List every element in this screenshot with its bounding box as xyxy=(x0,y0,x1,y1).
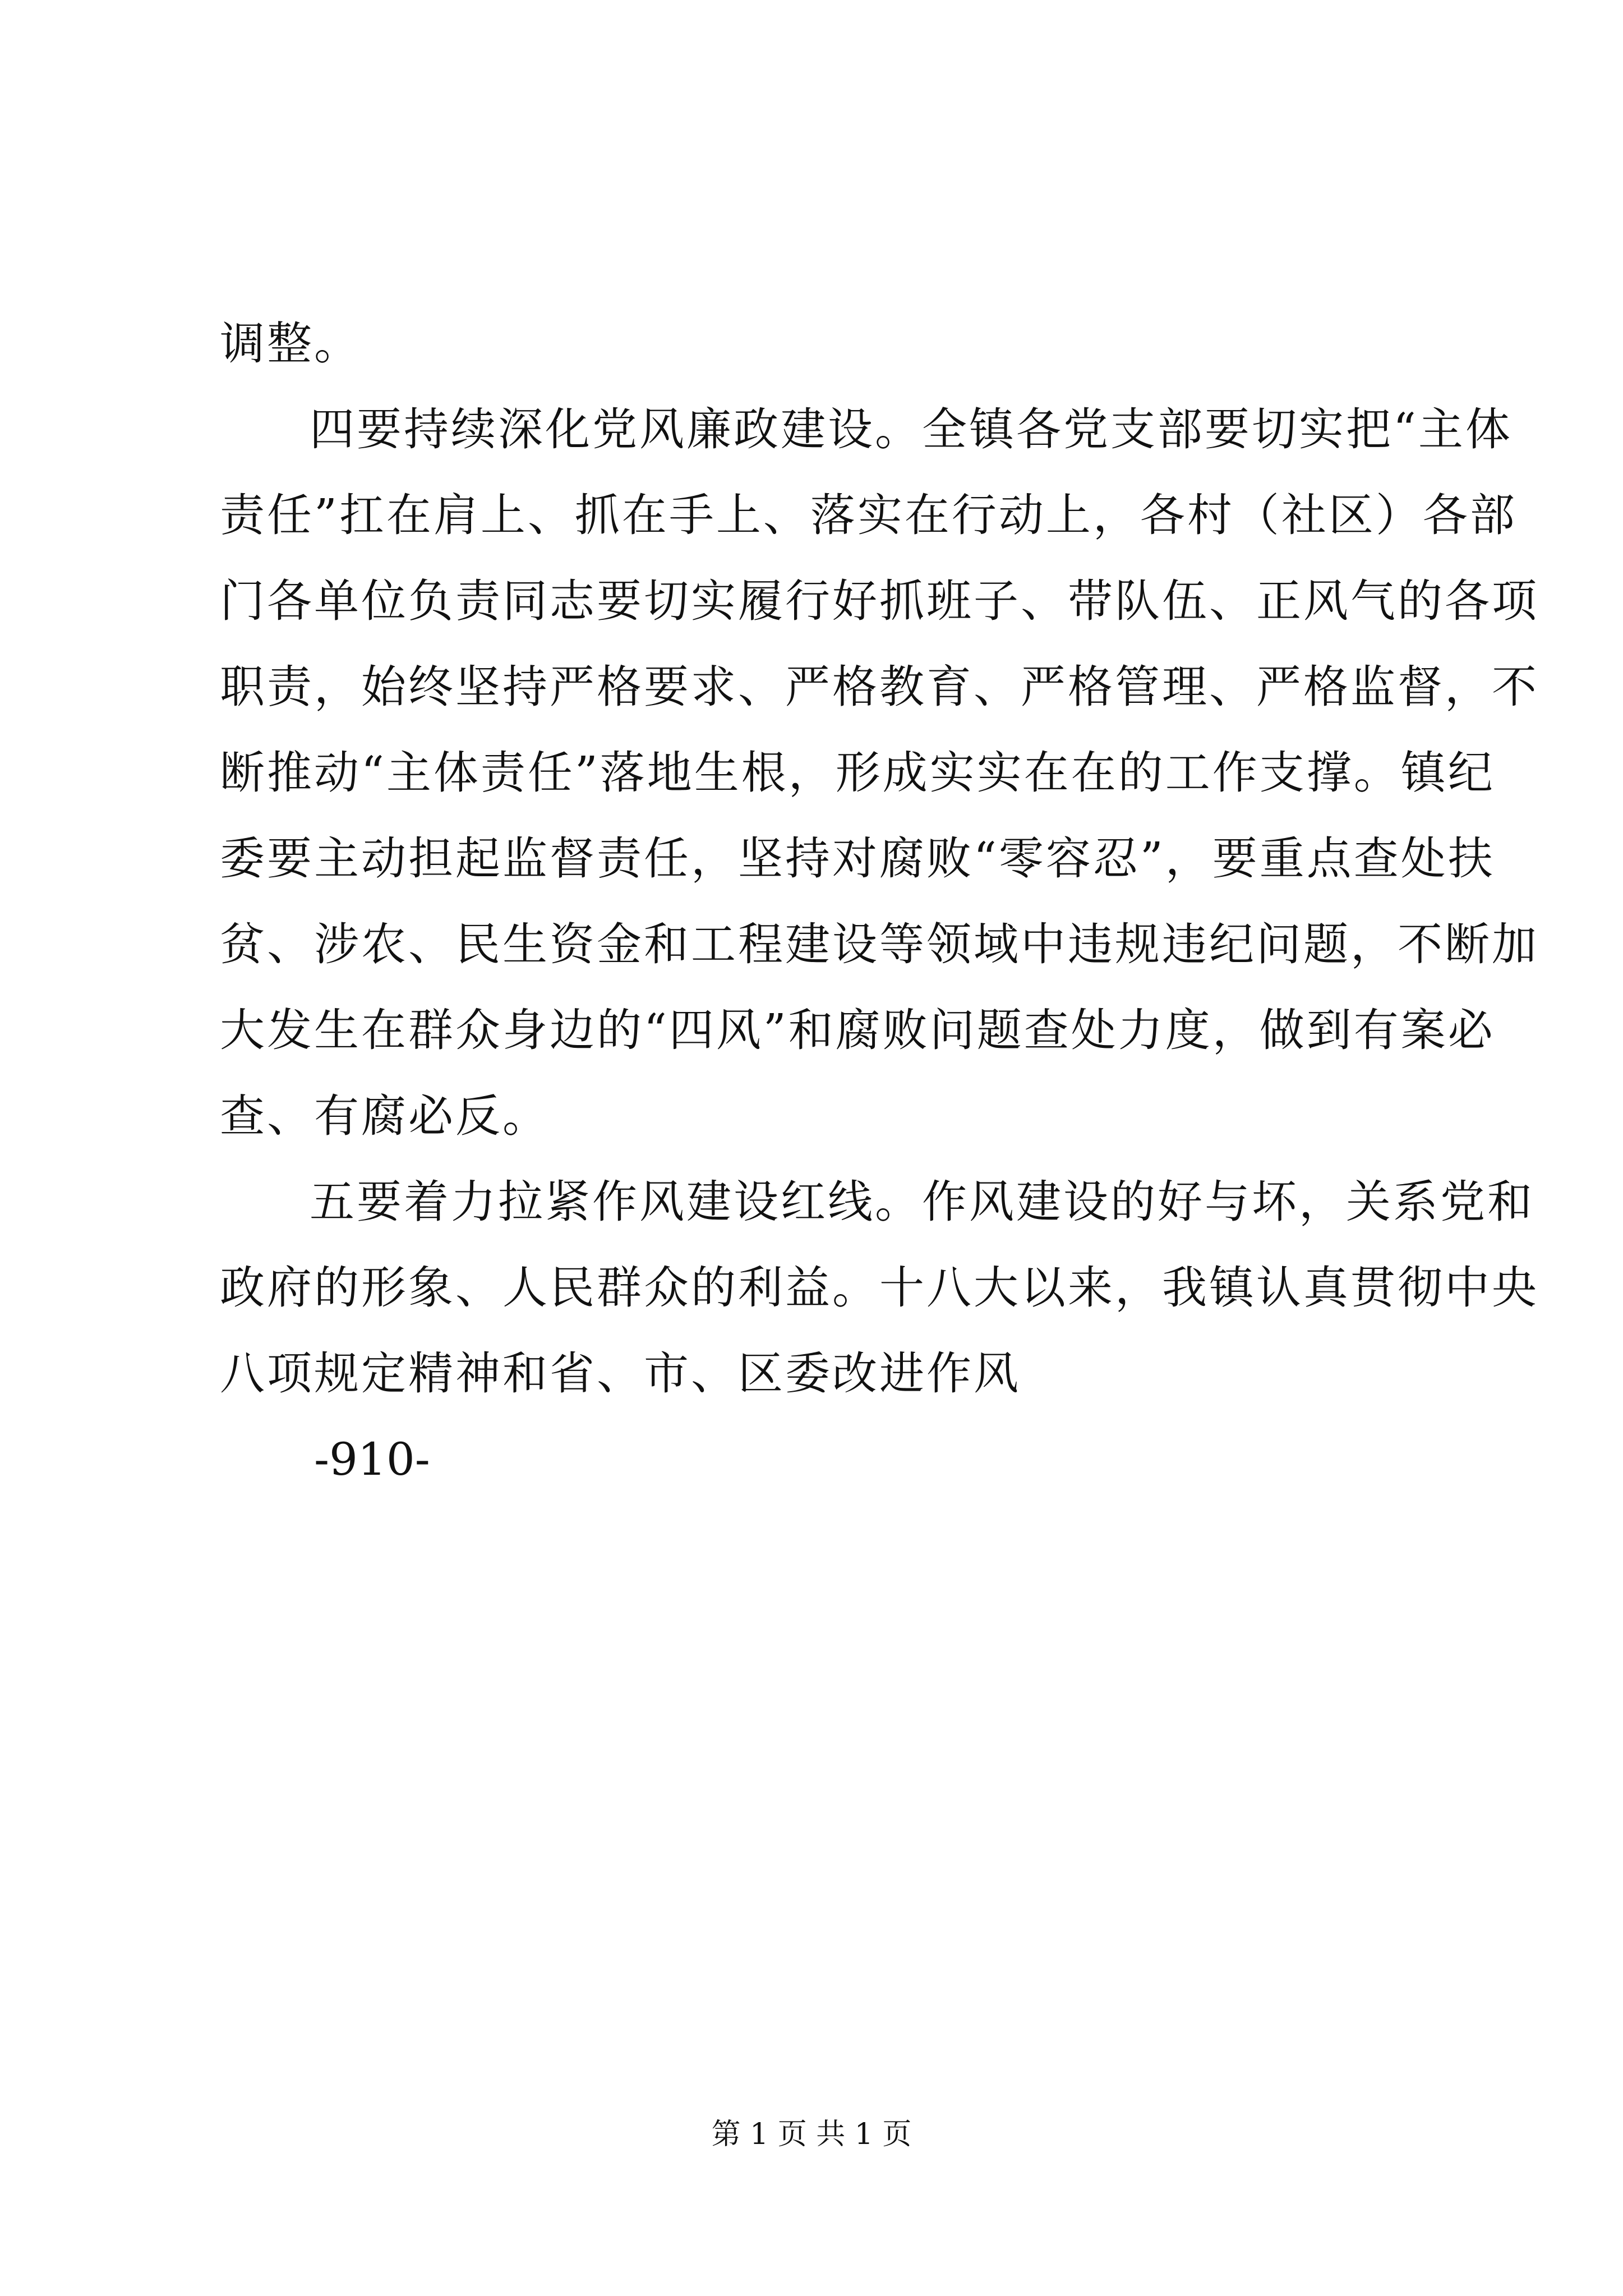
paragraph-line: 职责，始终坚持严格要求、严格教育、严格管理、严格监督，不 xyxy=(220,661,1539,713)
paragraph-line: 政府的形象、人民群众的利益。十八大以来，我镇认真贯彻中央 xyxy=(220,1262,1539,1314)
paragraph-line: 八项规定精神和省、市、区委改进作风 xyxy=(220,1347,1021,1400)
paragraph-line: 责任”扛在肩上、抓在手上、落实在行动上，各村（社区）各部 xyxy=(220,489,1517,541)
page-footer: 第 1 页 共 1 页 xyxy=(711,2118,912,2151)
paragraph-line: 贫、涉农、民生资金和工程建设等领域中违规违纪问题，不断加 xyxy=(220,918,1539,970)
paragraph-line: 大发生在群众身边的“四风”和腐败问题查处力度，做到有案必 xyxy=(220,1004,1495,1056)
paragraph-line: 委要主动担起监督责任，坚持对腐败“零容忍”，要重点查处扶 xyxy=(220,832,1495,885)
paragraph-line: 断推动“主体责任”落地生根，形成实实在在的工作支撑。镇纪 xyxy=(220,747,1495,799)
paragraph-line: 查、有腐必反。 xyxy=(220,1090,550,1142)
paragraph-line: 五要着力拉紧作风建设红线。作风建设的好与坏，关系党和 xyxy=(310,1176,1534,1228)
paragraph-line: 门各单位负责同志要切实履行好抓班子、带队伍、正风气的各项 xyxy=(220,575,1539,627)
paragraph-line: 四要持续深化党风廉政建设。全镇各党支部要切实把“主体 xyxy=(310,403,1513,455)
page-marker: -910- xyxy=(314,1433,430,1485)
paragraph-line: 调整。 xyxy=(220,318,361,370)
